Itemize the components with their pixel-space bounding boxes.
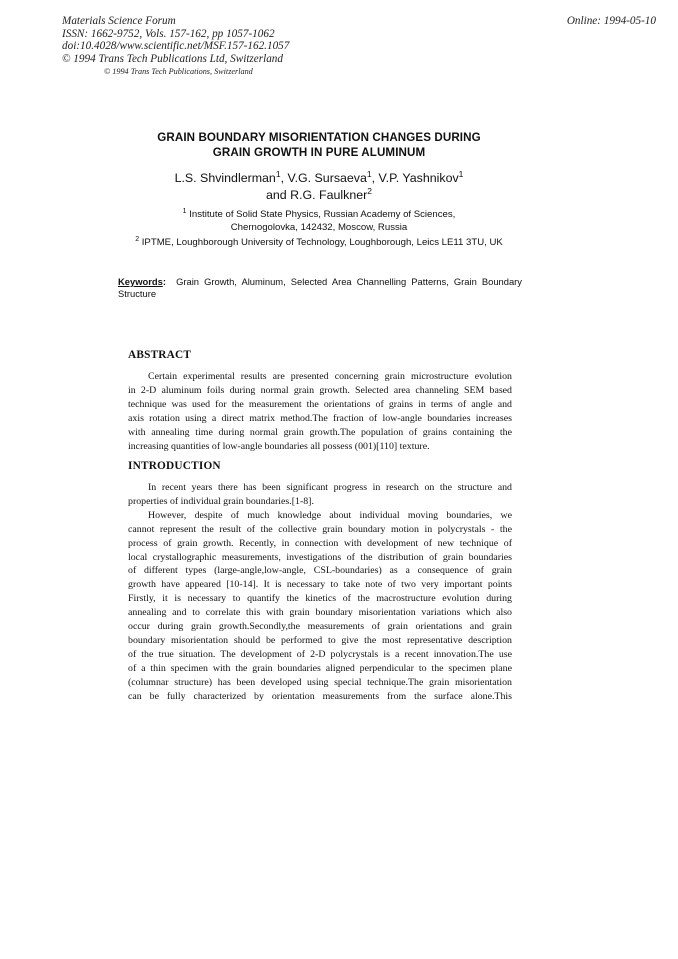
text-line: annealing and to correlate this with grain boundary misorientation variations which also: [128, 607, 512, 619]
text-line: local crystallographic measurements, investigations of the distribution of grain boundaries: [128, 551, 512, 563]
issn-line: ISSN: 1662-9752, Vols. 157-162, pp 1057-1062: [62, 27, 275, 40]
publisher-copyright: © 1994 Trans Tech Publications, Switzerland: [104, 67, 253, 76]
author-line: L.S. Shvindlerman$^1$, V.G. Sursaeva$^1$, V.P. Yashnikov$^1$: [174, 169, 464, 185]
paper-title: [118, 131, 520, 160]
affiliation-marker: 2: [367, 186, 372, 196]
abstract-body: [128, 370, 512, 453]
affiliation-text: Institute of Solid State Physics, Russian Academy of Sciences,: [189, 209, 456, 220]
text-line: However, despite of much knowledge about individual moving boundaries, we: [148, 509, 512, 521]
text-line: axis rotation using a direct matrix method.The fraction of low-angle boundaries increases: [128, 412, 512, 424]
author-name: V.G. Sursaeva: [287, 171, 367, 185]
text-line: of different types (large-angle,low-angle, CSL-boundaries) as a consequence of grain: [128, 565, 512, 577]
text-line: In recent years there has been significant progress in research on the structure and: [148, 482, 512, 493]
online-date: Online: 1994-05-10: [566, 15, 656, 27]
introduction-heading: INTRODUCTION: [128, 460, 221, 472]
abstract-heading: ABSTRACT: [128, 349, 192, 361]
title-line: GRAIN BOUNDARY MISORIENTATION CHANGES DURING: [157, 131, 481, 144]
text-line: can be fully characterized by orientation measurements from the surface alone.This: [128, 690, 512, 702]
author-name: L.S. Shvindlerman: [174, 171, 276, 185]
text-line: Firstly, it is necessary to quantify the kinetics of the macrostructure evolution during: [128, 593, 512, 605]
affiliation-marker: 1: [458, 169, 464, 179]
title-line: GRAIN GROWTH IN PURE ALUMINUM: [212, 145, 426, 159]
introduction-body: [128, 481, 512, 704]
author-list: [118, 170, 520, 204]
affiliation-text: Chernogolovka, 142432, Moscow, Russia: [230, 221, 408, 233]
author-line: [118, 187, 520, 204]
keywords-block: Keywords: Grain Growth, Aluminum, Selected Area Channelling Patterns, Grain Boundary Structure: [118, 276, 522, 299]
affiliation-text: IPTME, Loughborough University of Technology, Loughborough, Leics LE11 3TU, UK: [141, 237, 503, 248]
doi-line: doi:10.4028/www.scientific.net/MSF.157-162.1057: [62, 40, 290, 53]
affiliation-marker: 1: [366, 169, 372, 179]
journal-name: Materials Science Forum: [62, 15, 176, 27]
keywords-text: Grain Growth, Aluminum, Selected Area Channelling Patterns, Grain Boundary Structure: [118, 276, 522, 299]
affiliation-1: [118, 209, 520, 234]
text-line: Certain experimental results are presented concerning grain microstructure evolution: [148, 371, 512, 382]
text-line: process of grain growth. Recently, in connection with development of new technique of: [128, 537, 512, 549]
text-line: in 2-D aluminum foils during normal grain growth. Selected area channeling SEM based: [128, 384, 512, 396]
text-line: properties of individual grain boundaries.[1-8].: [128, 495, 314, 507]
text-line: cannot represent the result of the collective grain boundary motion in polycrystals - the: [128, 523, 512, 535]
affiliation-marker: 1: [182, 208, 187, 215]
text-line: with annealing time during normal grain growth.The population of grains containing the: [128, 426, 512, 438]
text-line: occur during grain growth.Secondly,the measurements of grain orientations and grain: [128, 621, 512, 633]
keywords-label: Keywords: [118, 276, 163, 287]
text-line: boundary misorientation should be performed to give the most representative description: [128, 634, 512, 646]
text-line: growth have appeared [10-14]. It is necessary to take note of two very important points: [128, 579, 512, 591]
text-line: of a thin specimen with the grain boundaries aligned perpendicular to the specimen plane: [128, 662, 512, 674]
text-line: technique was used for the measurement the orientations of grains in terms of angle and: [128, 398, 512, 410]
affiliation-marker: 2: [135, 236, 140, 243]
affiliation-marker: 1: [275, 169, 281, 179]
text-line: increasing quantities of low-angle boundaries all possess (001)[110] texture.: [128, 440, 430, 452]
text-line: (columnar structure) has been developed using special technique.The grain misorientation: [128, 676, 512, 688]
author-name: and R.G. Faulkner: [266, 188, 368, 202]
citation-header: [62, 15, 289, 65]
affiliation-2: [118, 237, 520, 250]
author-name: V.P. Yashnikov: [378, 171, 459, 185]
text-line: of the true situation. The development of 2-D polycrystals is a recent innovation.The use: [128, 648, 512, 660]
copyright-line: © 1994 Trans Tech Publications Ltd, Switzerland: [62, 52, 283, 65]
